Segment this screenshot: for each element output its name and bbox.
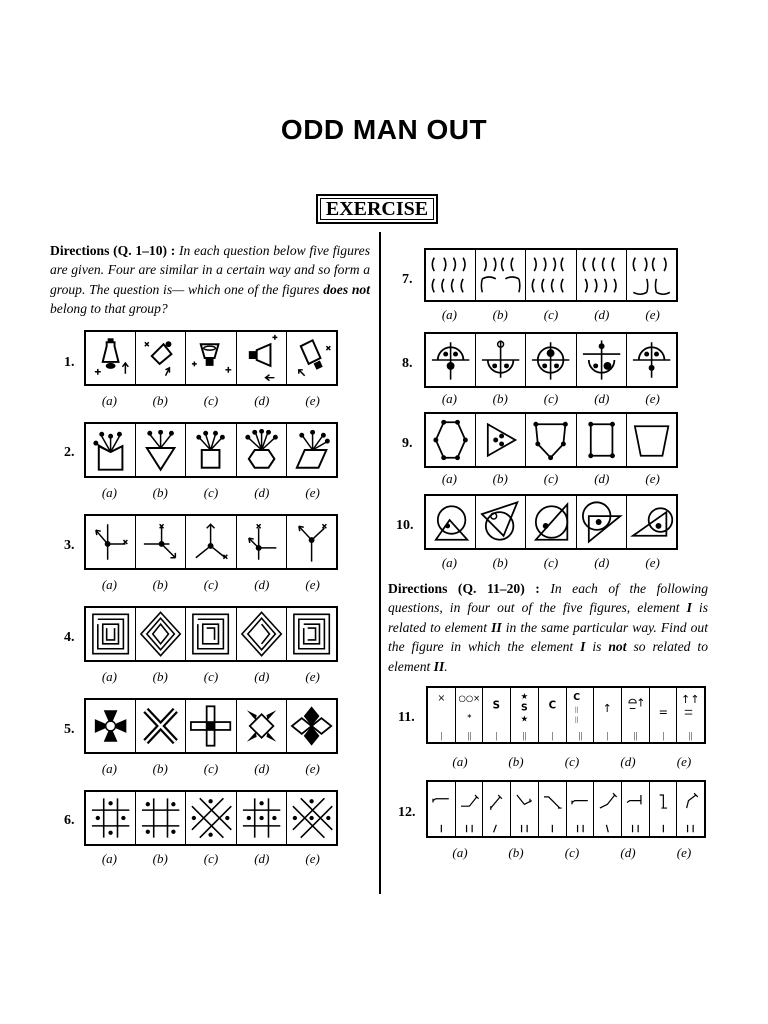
option-label: (d) [254,577,270,592]
figure-9e[interactable] [627,414,676,466]
figure-6e[interactable] [287,792,336,844]
option-label: (b) [508,845,524,860]
figure-7b[interactable] [476,250,526,300]
option-labels [424,555,678,571]
option-label: (b) [492,555,508,570]
figure-12-e-i[interactable] [650,782,678,836]
option-label: (c) [203,669,219,684]
shape-with-stems-icon [287,424,336,476]
option-labels [424,391,678,407]
circle-triangle-icon [526,496,575,548]
option-labels [84,577,338,593]
element-pair-icon [622,688,649,742]
element-pair-icon [567,688,594,742]
option-label: (b) [152,761,168,776]
figure-11-d-ii[interactable] [622,688,650,742]
arrow-junction-icon [86,516,135,568]
x-cross-icon [136,700,185,752]
shape-with-stems-icon [86,424,135,476]
figure-11-c-i[interactable] [539,688,567,742]
option-label: (c) [543,391,559,406]
figure-6d[interactable] [237,792,287,844]
lamp-figure-icon [287,332,336,384]
element-glyph: S [521,702,528,714]
element-i-glyph: ○○× [458,693,480,704]
circle-triangle-icon [476,496,525,548]
figure-4d[interactable] [237,608,287,660]
figure-12-b-i[interactable] [483,782,511,836]
question-number: 10. [396,518,414,533]
grid-dots-icon [237,792,286,844]
directions-emphasis: does not [323,281,370,297]
directions-text: so related to element [388,639,708,674]
figure-10a[interactable] [426,496,476,548]
figure-4b[interactable] [136,608,186,660]
option-label: (c) [203,851,219,866]
option-label: (b) [492,307,508,322]
option-label: (d) [254,393,270,408]
option-labels [424,307,678,323]
figure-2d[interactable] [237,424,287,476]
figure-8e[interactable] [627,334,676,386]
figure-7d[interactable] [577,250,627,300]
directions-text: is [585,639,609,655]
figure-3a[interactable] [86,516,136,568]
question-11-figures [426,686,706,744]
flower-cross-icon [287,700,336,752]
circle-triangle-icon [627,496,676,548]
element-ii-glyph: | [551,731,554,742]
option-label: (a) [101,669,117,684]
figure-3b[interactable] [136,516,186,568]
element-i-glyph: ★ [520,691,529,702]
figure-7a[interactable] [426,250,476,300]
option-label: (d) [594,555,610,570]
figure-11-b-ii[interactable] [511,688,539,742]
option-label: (c) [564,754,580,769]
diagonal-grid-icon [287,792,336,844]
figure-2a[interactable] [86,424,136,476]
question-9-figures [424,412,678,468]
directions-emphasis: not [608,639,627,655]
option-label: (d) [620,845,636,860]
element-pair-icon [594,688,621,742]
arrow-junction-icon [186,516,235,568]
shape-with-stems-icon [136,424,185,476]
element-ii-glyph: || [688,731,693,742]
figure-6b[interactable] [136,792,186,844]
option-label: (a) [101,485,117,500]
polygon-icon [627,414,676,466]
exercise-heading-inner-border [320,198,434,220]
figure-5e[interactable] [287,700,336,752]
element-i-glyph: ↑↑ [681,692,701,706]
figure-8a[interactable] [426,334,476,386]
option-label: (c) [203,761,219,776]
column-divider [379,232,381,894]
option-label: (a) [441,391,457,406]
hook-glyph-icon [567,782,594,836]
hook-glyph-icon [622,782,649,836]
figure-3d[interactable] [237,516,287,568]
bracket-pattern-icon [577,250,626,300]
grid-dots-icon [86,792,135,844]
option-label: (d) [254,669,270,684]
plus-cross-icon [186,700,235,752]
figure-12-c-ii[interactable] [567,782,595,836]
bracket-pattern-icon [627,250,676,300]
element-ii-glyph: | [606,731,609,742]
option-label: (c) [543,471,559,486]
figure-10c[interactable] [526,496,576,548]
element-pair-icon [539,688,566,742]
element-pair-icon [456,688,483,742]
element-pair-icon [428,688,455,742]
figure-11-e-ii[interactable] [677,688,704,742]
option-labels [424,471,678,487]
figure-12-a-i[interactable] [428,782,456,836]
question-number: 4. [64,630,75,645]
figure-9d[interactable] [577,414,627,466]
element-i-glyph: S [493,699,501,712]
shape-with-stems-icon [186,424,235,476]
element-pair-icon [677,688,704,742]
element-i-glyph: = [658,705,668,719]
figure-1d[interactable] [237,332,287,384]
option-label: (a) [101,577,117,592]
option-label: (b) [492,391,508,406]
question-5-figures [84,698,338,754]
figure-12-d-i[interactable] [594,782,622,836]
question-number: 5. [64,722,75,737]
option-label: (e) [676,754,692,769]
question-number: 12. [398,805,416,820]
circle-cross-icon [627,334,676,386]
page-title: ODD MAN OUT [280,114,488,145]
option-label: (d) [594,471,610,486]
option-label: (c) [564,845,580,860]
figure-9a[interactable] [426,414,476,466]
figure-1a[interactable] [86,332,136,384]
element-ii-glyph: || [578,731,582,742]
figure-10d[interactable] [577,496,627,548]
option-label: (e) [645,555,660,570]
circle-triangle-icon [577,496,626,548]
element-glyph: || [574,704,578,714]
option-labels [84,761,338,777]
figure-11-a-i[interactable] [428,688,456,742]
option-label: (d) [254,851,270,866]
hook-glyph-icon [539,782,566,836]
option-label: (e) [676,845,692,860]
hook-glyph-icon [650,782,677,836]
element-i-glyph: ↑ [636,696,646,710]
option-label: (d) [254,485,270,500]
option-label: (c) [543,555,559,570]
grid-dots-icon [136,792,185,844]
option-label: (d) [594,391,610,406]
figure-12-b-ii[interactable] [511,782,539,836]
element-ii-glyph: | [495,731,498,742]
figure-2b[interactable] [136,424,186,476]
figure-8c[interactable] [526,334,576,386]
option-label: (a) [441,471,457,486]
option-labels [432,754,712,770]
directions-q11-20 [388,579,708,676]
directions-heading: Directions (Q. 11–20) : [388,581,540,596]
directions-q1-10 [50,241,370,319]
arrow-junction-icon [136,516,185,568]
lamp-figure-icon [186,332,235,384]
option-labels [84,393,338,409]
question-2-figures [84,422,338,478]
polygon-dots-icon [476,414,525,466]
question-4-figures [84,606,338,662]
question-3-figures [84,514,338,570]
hook-glyph-icon [677,782,704,836]
question-6-figures [84,790,338,846]
hook-glyph-icon [511,782,538,836]
four-petal-icon [86,700,135,752]
option-labels [432,845,712,861]
figure-11-e-i[interactable] [650,688,678,742]
exercise-label: EXERCISE [325,198,429,220]
star-diamond-icon [237,700,286,752]
question-number: 1. [64,355,75,370]
element-glyph: ★ [520,713,529,724]
option-label: (a) [441,307,457,322]
option-label: (c) [203,393,219,408]
element-ii-glyph: | [440,731,443,742]
question-number: 7. [402,272,413,287]
question-10-figures [424,494,678,550]
figure-5c[interactable] [186,700,236,752]
nested-diamond-icon [136,608,185,660]
bracket-pattern-icon [526,250,575,300]
option-label: (b) [508,754,524,769]
figure-9c[interactable] [526,414,576,466]
directions-text: belong to that group? [50,301,168,317]
figure-5d[interactable] [237,700,287,752]
option-label: (e) [305,485,320,500]
figure-8b[interactable] [476,334,526,386]
element-i-glyph: × [437,693,446,705]
directions-text: In each of the following questions, in four out of the five figures, element [388,581,708,616]
diagonal-grid-icon [186,792,235,844]
option-label: (b) [152,669,168,684]
figure-12-a-ii[interactable] [456,782,484,836]
option-label: (a) [452,754,468,769]
figure-2c[interactable] [186,424,236,476]
option-label: (a) [101,851,117,866]
option-label: (b) [152,393,168,408]
element-ii-glyph: || [522,731,527,742]
directions-text: is related to element [388,600,708,635]
element-glyph: || [574,714,578,724]
directions-text: In each question below five figures are given. Four are similar in a certain way and so form a group. The question is— which one of the figures [50,243,370,297]
element-pair-icon [483,688,510,742]
circle-cross-icon [476,334,525,386]
figure-1e[interactable] [287,332,336,384]
option-label: (e) [305,393,320,408]
option-label: (b) [152,851,168,866]
hook-glyph-icon [456,782,483,836]
lamp-figure-icon [136,332,185,384]
figure-4a[interactable] [86,608,136,660]
figure-6c[interactable] [186,792,236,844]
option-label: (e) [645,391,660,406]
hook-glyph-icon [483,782,510,836]
figure-8d[interactable] [577,334,627,386]
polygon-dots-icon [426,414,475,466]
figure-10b[interactable] [476,496,526,548]
figure-6a[interactable] [86,792,136,844]
option-label: (c) [203,485,219,500]
arrow-junction-icon [287,516,336,568]
element-pair-icon [650,688,677,742]
figure-11-b-i[interactable] [483,688,511,742]
figure-5a[interactable] [86,700,136,752]
question-number: 11. [398,710,415,725]
question-1-figures [84,330,338,386]
element-ii: II [433,658,445,674]
option-label: (e) [305,577,320,592]
question-8-figures [424,332,678,388]
circle-cross-icon [577,334,626,386]
option-label: (e) [645,307,660,322]
option-labels [84,485,338,501]
option-label: (e) [305,851,320,866]
question-number: 8. [402,356,413,371]
figure-11-c-ii[interactable] [567,688,595,742]
option-label: (d) [620,754,636,769]
figure-11-a-ii[interactable] [456,688,484,742]
option-label: (e) [305,669,320,684]
option-label: (c) [543,307,559,322]
figure-7c[interactable] [526,250,576,300]
option-label: (b) [492,471,508,486]
bracket-pattern-icon [476,250,525,300]
element-glyph: ∗ [466,712,472,720]
option-label: (d) [254,761,270,776]
arrow-junction-icon [237,516,286,568]
figure-12-e-ii[interactable] [677,782,704,836]
figure-3e[interactable] [287,516,336,568]
option-label: (b) [152,485,168,500]
directions-text: in the same particular way. Find out the figure in which the element [388,619,708,655]
element-i-glyph: ↑ [602,702,613,716]
question-number: 9. [402,436,413,451]
element-ii-glyph: | [662,731,664,742]
polygon-dots-icon [526,414,575,466]
hook-glyph-icon [428,782,455,836]
figure-12-d-ii[interactable] [622,782,650,836]
lamp-figure-icon [237,332,286,384]
element-ii-glyph: || [633,731,638,742]
option-label: (a) [441,555,457,570]
option-label: (a) [452,845,468,860]
figure-3c[interactable] [186,516,236,568]
option-label: (a) [101,761,117,776]
option-labels [84,851,338,867]
question-number: 2. [64,445,75,460]
question-12-figures [426,780,706,838]
figure-11-d-i[interactable] [594,688,622,742]
element-ii-glyph: || [467,731,471,742]
shape-with-stems-icon [237,424,286,476]
nested-square-icon [287,608,336,660]
figure-5b[interactable] [136,700,186,752]
figure-4e[interactable] [287,608,336,660]
option-label: (e) [305,761,320,776]
element-pair-icon [511,688,538,742]
polygon-dots-icon [577,414,626,466]
element-ii: II [491,619,502,635]
element-i: I [686,600,692,616]
directions-text: . [444,658,448,674]
hook-glyph-icon [594,782,621,836]
figure-9b[interactable] [476,414,526,466]
figure-1b[interactable] [136,332,186,384]
element-i: I [580,639,586,655]
question-number: 3. [64,538,75,553]
option-labels [84,669,338,685]
option-label: (e) [645,471,660,486]
option-label: (d) [594,307,610,322]
option-label: (a) [101,393,117,408]
option-label: (b) [152,577,168,592]
circle-cross-icon [426,334,475,386]
question-7-figures [424,248,678,302]
element-i-glyph: C [572,692,580,704]
nested-diamond-icon [237,608,286,660]
directions-heading: Directions (Q. 1–10) : [50,243,176,258]
nested-square-icon [186,608,235,660]
option-label: (c) [203,577,219,592]
figure-12-c-i[interactable] [539,782,567,836]
figure-1c[interactable] [186,332,236,384]
circle-cross-icon [526,334,575,386]
nested-square-icon [86,608,135,660]
figure-7e[interactable] [627,250,676,300]
bracket-pattern-icon [426,250,475,300]
figure-2e[interactable] [287,424,336,476]
figure-10e[interactable] [627,496,676,548]
figure-4c[interactable] [186,608,236,660]
circle-triangle-icon [426,496,475,548]
element-i-glyph: C [548,699,556,712]
exercise-heading [316,194,438,224]
lamp-figure-icon [86,332,135,384]
question-number: 6. [64,813,75,828]
